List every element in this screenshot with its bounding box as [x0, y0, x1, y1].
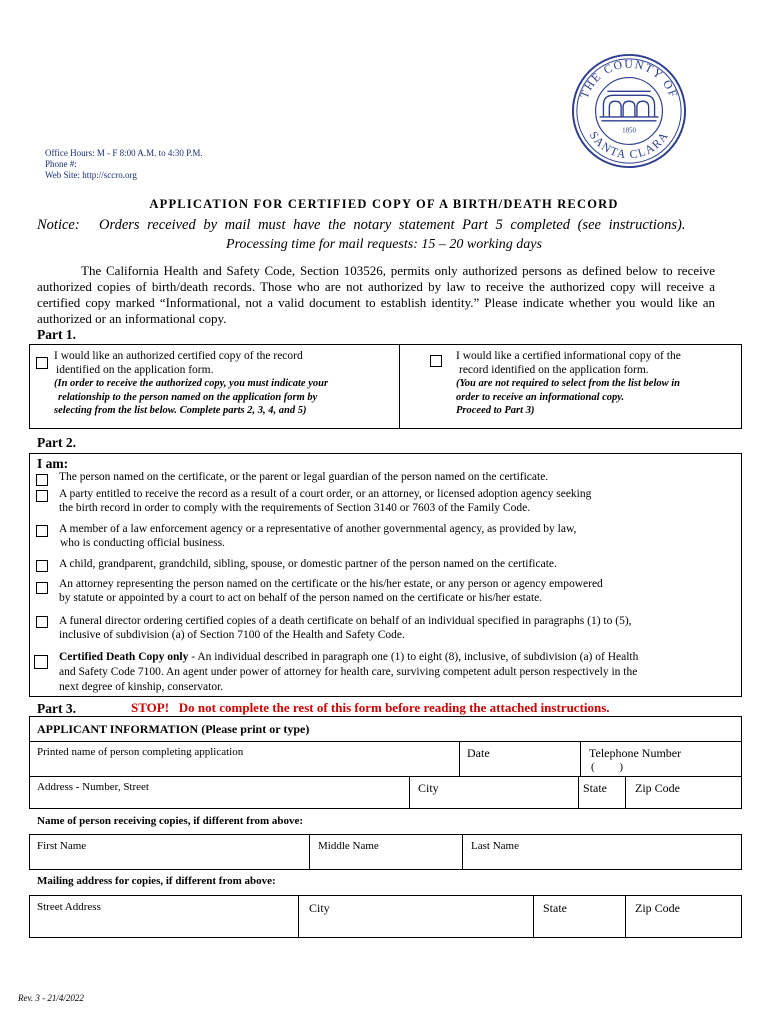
- office-hours: Office Hours: M - F 8:00 A.M. to 4:30 P.M.: [45, 148, 203, 158]
- first-name-field[interactable]: First Name: [37, 840, 87, 852]
- option-5-text: An attorney representing the person named on the certificate or the his/her estate, or any person or agency empowered by statute or appointed by a court to act on behalf of the person named on the certificate or his/her estate.: [59, 578, 603, 604]
- office-info: [45, 148, 203, 181]
- part1-label: Part 1.: [37, 327, 76, 342]
- part2-label: Part 2.: [37, 435, 76, 450]
- option-checkbox[interactable]: [36, 474, 48, 486]
- death-copy-text: Certified Death Copy only - An individual described in paragraph one (1) to eight (8), inclusive, of subdivision (a) of Health and Safety Code 7100. An agent under power of attorney for health care, surviving competent adult person respectively in the next degree of kinship, conservator.: [59, 651, 639, 693]
- city-field[interactable]: City: [418, 781, 439, 795]
- intro-paragraph: The California Health and Safety Code, Section 103526, permits only authorized persons as defined below to receive authorized copies of birth/death records. Those who are not authorized by law to receive the authorized copy will receive a certified copy marked “Informational, not a valid document to establish identity.” Please indicate whether you would like an authorized or an informational copy.: [37, 263, 715, 326]
- county-seal-logo: [570, 52, 688, 170]
- telephone-field[interactable]: Telephone Number: [589, 746, 682, 760]
- applicant-info-table: [29, 716, 742, 809]
- printed-name-field[interactable]: Printed name of person completing application: [37, 746, 244, 758]
- telephone-paren: ( ): [591, 761, 624, 773]
- last-name-field[interactable]: Last Name: [471, 840, 519, 852]
- svg-text:THE COUNTY OF: THE COUNTY OF: [576, 56, 682, 101]
- stop-warning: STOP! Do not complete the rest of this form before reading the attached instructions.: [131, 700, 610, 715]
- option-checkbox[interactable]: [36, 560, 48, 572]
- state-field[interactable]: State: [583, 781, 607, 795]
- office-website[interactable]: Web Site: http://sccro.org: [45, 170, 137, 180]
- receiving-table: [29, 834, 742, 870]
- option-checkbox[interactable]: [36, 525, 48, 537]
- mailing-table: [29, 895, 742, 938]
- zip-field[interactable]: Zip Code: [635, 781, 680, 795]
- part3-label: Part 3.: [37, 701, 76, 716]
- form-title: APPLICATION FOR CERTIFIED COPY OF A BIRTH/DEATH RECORD: [149, 197, 619, 211]
- mailing-city-field[interactable]: City: [309, 901, 330, 915]
- death-copy-checkbox[interactable]: [34, 655, 48, 669]
- option-checkbox[interactable]: [36, 582, 48, 594]
- option-checkbox[interactable]: [36, 616, 48, 628]
- notice-label: Notice:: [37, 217, 80, 233]
- option-checkbox[interactable]: [36, 490, 48, 502]
- option-1-text: The person named on the certificate, or the parent or legal guardian of the person named on the certificate.: [59, 471, 549, 483]
- option-3-text: A member of a law enforcement agency or a representative of another governmental agency, as provided by law, who is conducting official business.: [59, 523, 577, 549]
- mailing-state-field[interactable]: State: [543, 901, 567, 915]
- revision-footer: Rev. 3 - 21/4/2022: [18, 993, 84, 1003]
- mailing-label: Mailing address for copies, if different from above:: [37, 875, 276, 887]
- svg-text:SANTA CLARA: SANTA CLARA: [586, 128, 672, 162]
- notice: [37, 217, 686, 234]
- informational-copy-text: I would like a certified informational copy of the record identified on the application form. (You are not required to select from the list below in order to receive an informational copy. Proceed to Part 3): [456, 350, 681, 416]
- date-field[interactable]: Date: [467, 746, 490, 760]
- receiving-label: Name of person receiving copies, if different from above:: [37, 815, 304, 827]
- notice-text: Orders received by mail must have the notary statement Part 5 completed (see instructions).: [99, 217, 686, 233]
- applicant-info-header: APPLICANT INFORMATION (Please print or type): [37, 722, 310, 736]
- option-2-text: A party entitled to receive the record as a result of a court order, or an attorney, or licensed adoption agency seeking the birth record in order to comply with the requirements of Section 3140 or 7603 of the Family Code.: [59, 488, 592, 514]
- middle-name-field[interactable]: Middle Name: [318, 840, 379, 852]
- street-address-field[interactable]: Street Address: [37, 901, 101, 913]
- option-4-text: A child, grandparent, grandchild, sibling, spouse, or domestic partner of the person named on the certificate.: [59, 558, 557, 570]
- processing-time: Processing time for mail requests: 15 – 20 working days: [226, 237, 542, 252]
- i-am-label: I am:: [37, 456, 69, 471]
- mailing-zip-field[interactable]: Zip Code: [635, 901, 680, 915]
- informational-copy-checkbox[interactable]: [430, 355, 442, 367]
- authorized-copy-text: I would like an authorized certified copy of the record identified on the application form. (In order to receive the authorized copy, you must indicate your relationship to the person named on the application form by selecting from the list below. Complete parts 2, 3, 4, and 5): [54, 350, 329, 416]
- option-6-text: A funeral director ordering certified copies of a death certificate on behalf of an individual specified in paragraphs (1) to (5), inclusive of subdivision (a) of Section 7100 of the Health and Safety Code.: [59, 615, 632, 641]
- office-phone: Phone #:: [45, 159, 77, 169]
- address-field[interactable]: Address - Number, Street: [37, 781, 149, 793]
- svg-text:1850: 1850: [622, 127, 636, 135]
- authorized-copy-checkbox[interactable]: [36, 357, 48, 369]
